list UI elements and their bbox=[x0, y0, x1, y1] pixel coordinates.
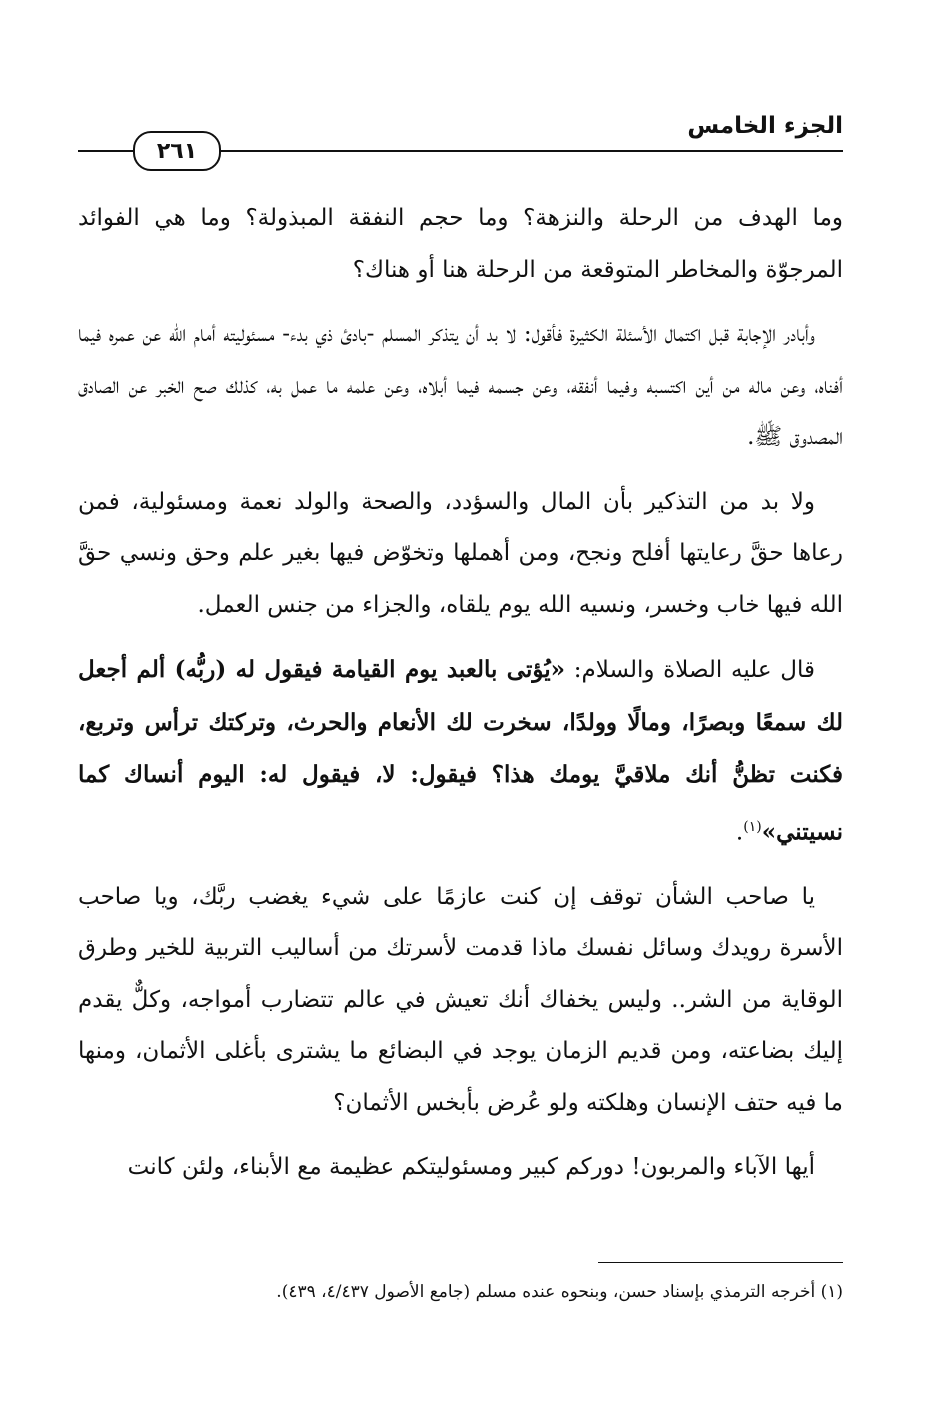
paragraph-1: وما الهدف من الرحلة والنزهة؟ وما حجم النفقة المبذولة؟ وما هي الفوائد المرجوّة والمخاطر المتوقعة من الرحلة هنا أو هناك؟ bbox=[78, 205, 843, 283]
paragraph-3: ولا بد من التذكير بأن المال والسؤدد، والصحة والولد نعمة ومسئولية، فمن رعاها حقَّ رعايتها أفلح ونجح، ومن أهملها وتخوّض فيها بغير علم وحق ونسي حقَّ الله فيها خاب وخسر، ونسيه الله يوم يلقاه، والجزاء من جنس العمل. bbox=[78, 488, 843, 618]
hadith-intro: قال عليه الصلاة والسلام: bbox=[565, 657, 816, 683]
paragraph-4 bbox=[78, 644, 843, 859]
running-header-title: الجزء الخامس bbox=[687, 113, 843, 139]
footnote-rule bbox=[598, 1262, 843, 1263]
paragraph-2: وأبادر الإجابة قبل اكتمال الأسئلة الكثيرة فأقول: لا بد أن يتذكر المسلم -بادئ ذي بدء- مسئوليته أمام الله عن عمره فيما أفناه، وعن ماله من أين اكتسبه وفيما أنفقه، وعن جسمه فيما أبلاه، وعن علمه ما عمل به، كذلك صح الخبر عن الصادق المصدوق ﷺ. bbox=[78, 321, 843, 450]
paragraph-6: أيها الآباء والمربون! دوركم كبير ومسئوليتكم عظيمة مع الأبناء، ولئن كانت bbox=[127, 1154, 815, 1181]
page-number-text: ٢٦١ bbox=[156, 138, 198, 164]
footnote: (١) أخرجه الترمذي بإسناد حسن، وبنحوه عنده مسلم (جامع الأصول ٤/٤٣٧، ٤٣٩). bbox=[276, 1282, 843, 1302]
paragraph-5: يا صاحب الشأن توقف إن كنت عازمًا على شيء يغضب ربَّك، ويا صاحب الأسرة رويدك وسائل نفسك ماذا قدمت لأسرتك من أساليب التربية للخير وطرق الوقاية من الشر.. وليس يخفاك أنك تعيش في عالم تتضارب أمواجه، وكلٌّ يقدم إليك بضاعته، ومن قديم الزمان يوجد في البضائع ما يشترى بأغلى الأثمان، ومنها ما فيه حتف الإنسان وهلكته ولو عُرض بأبخس الأثمان؟ bbox=[78, 883, 843, 1116]
main-text bbox=[78, 193, 843, 1207]
hadith-end: . bbox=[735, 819, 744, 846]
page-number bbox=[133, 131, 221, 171]
hadith-text: «يُؤتى بالعبد يوم القيامة فيقول له (ربُّه) ألم أجعل لك سمعًا وبصرًا، ومالًا وولدًا، سخرت لك الأنعام والحرث، وتركتك ترأس وتربع، فكنت تظنُّ أنك ملاقيَّ يومك هذا؟ فيقول: لا، فيقول له: اليوم أنساك كما نسيتني» bbox=[78, 656, 843, 846]
footnote-ref: (١) bbox=[743, 818, 762, 835]
